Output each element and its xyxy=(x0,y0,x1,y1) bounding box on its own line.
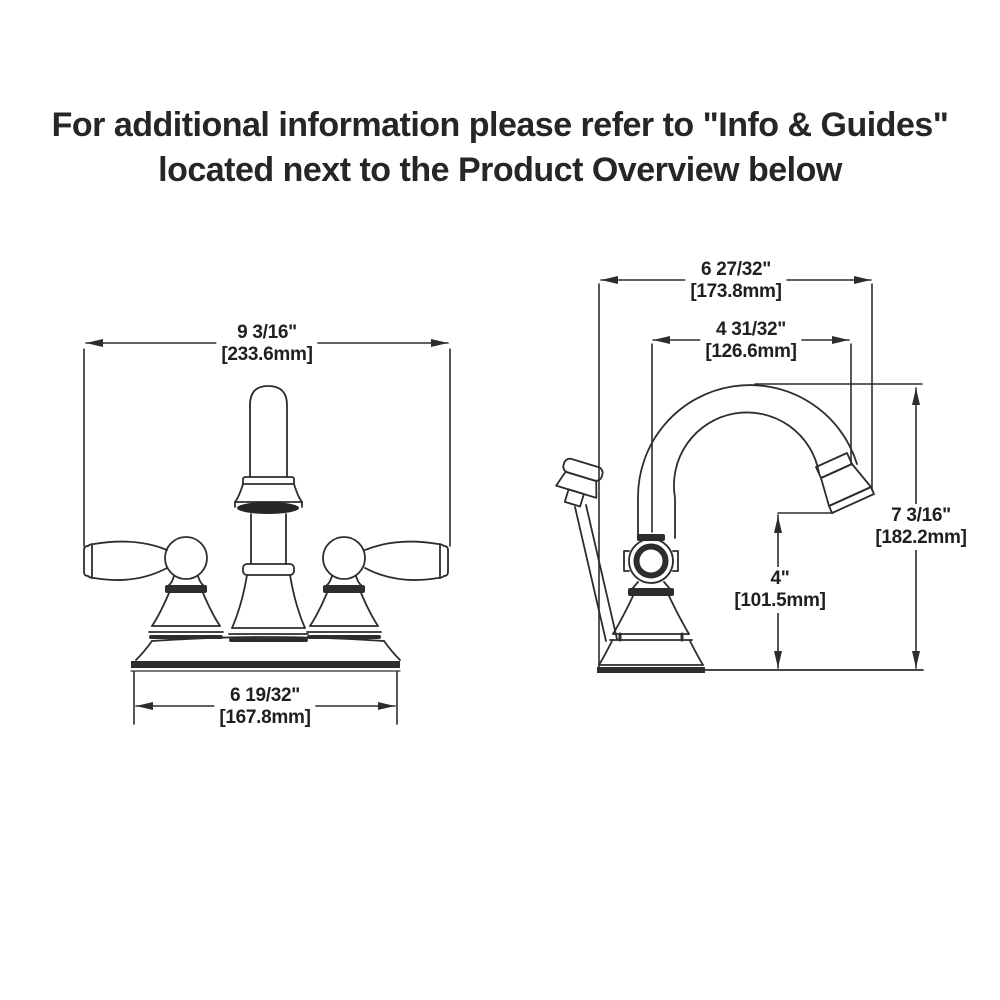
side-reach-dimension xyxy=(652,336,851,532)
spout-riser xyxy=(250,386,287,477)
right-handle xyxy=(307,537,448,637)
left-handle xyxy=(84,537,223,637)
dim-side-overall-depth: 6 27/32" [173.8mm] xyxy=(685,258,786,304)
lift-rod xyxy=(552,457,617,641)
deck-plate xyxy=(131,637,400,671)
spout-tip xyxy=(816,453,874,513)
front-overall-width-dimension xyxy=(84,339,450,546)
spout-aerator xyxy=(235,477,302,514)
side-handle xyxy=(610,534,692,640)
dim-front-base-width: 6 19/32" [167.8mm] xyxy=(214,684,315,730)
dim-front-overall-width: 9 3/16" [233.6mm] xyxy=(216,321,317,367)
dim-side-overall-height: 7 3/16" [182.2mm] xyxy=(870,504,971,550)
front-view-drawing xyxy=(84,339,450,724)
header-note-line2: located next to the Product Overview below xyxy=(158,151,842,189)
dim-side-spout-height: 4" [101.5mm] xyxy=(729,567,830,613)
side-base xyxy=(597,641,705,673)
dim-side-spout-reach: 4 31/32" [126.6mm] xyxy=(700,318,801,364)
header-note-line1: For additional information please refer to "Info & Guides" xyxy=(51,106,949,144)
spout-base xyxy=(229,564,308,640)
